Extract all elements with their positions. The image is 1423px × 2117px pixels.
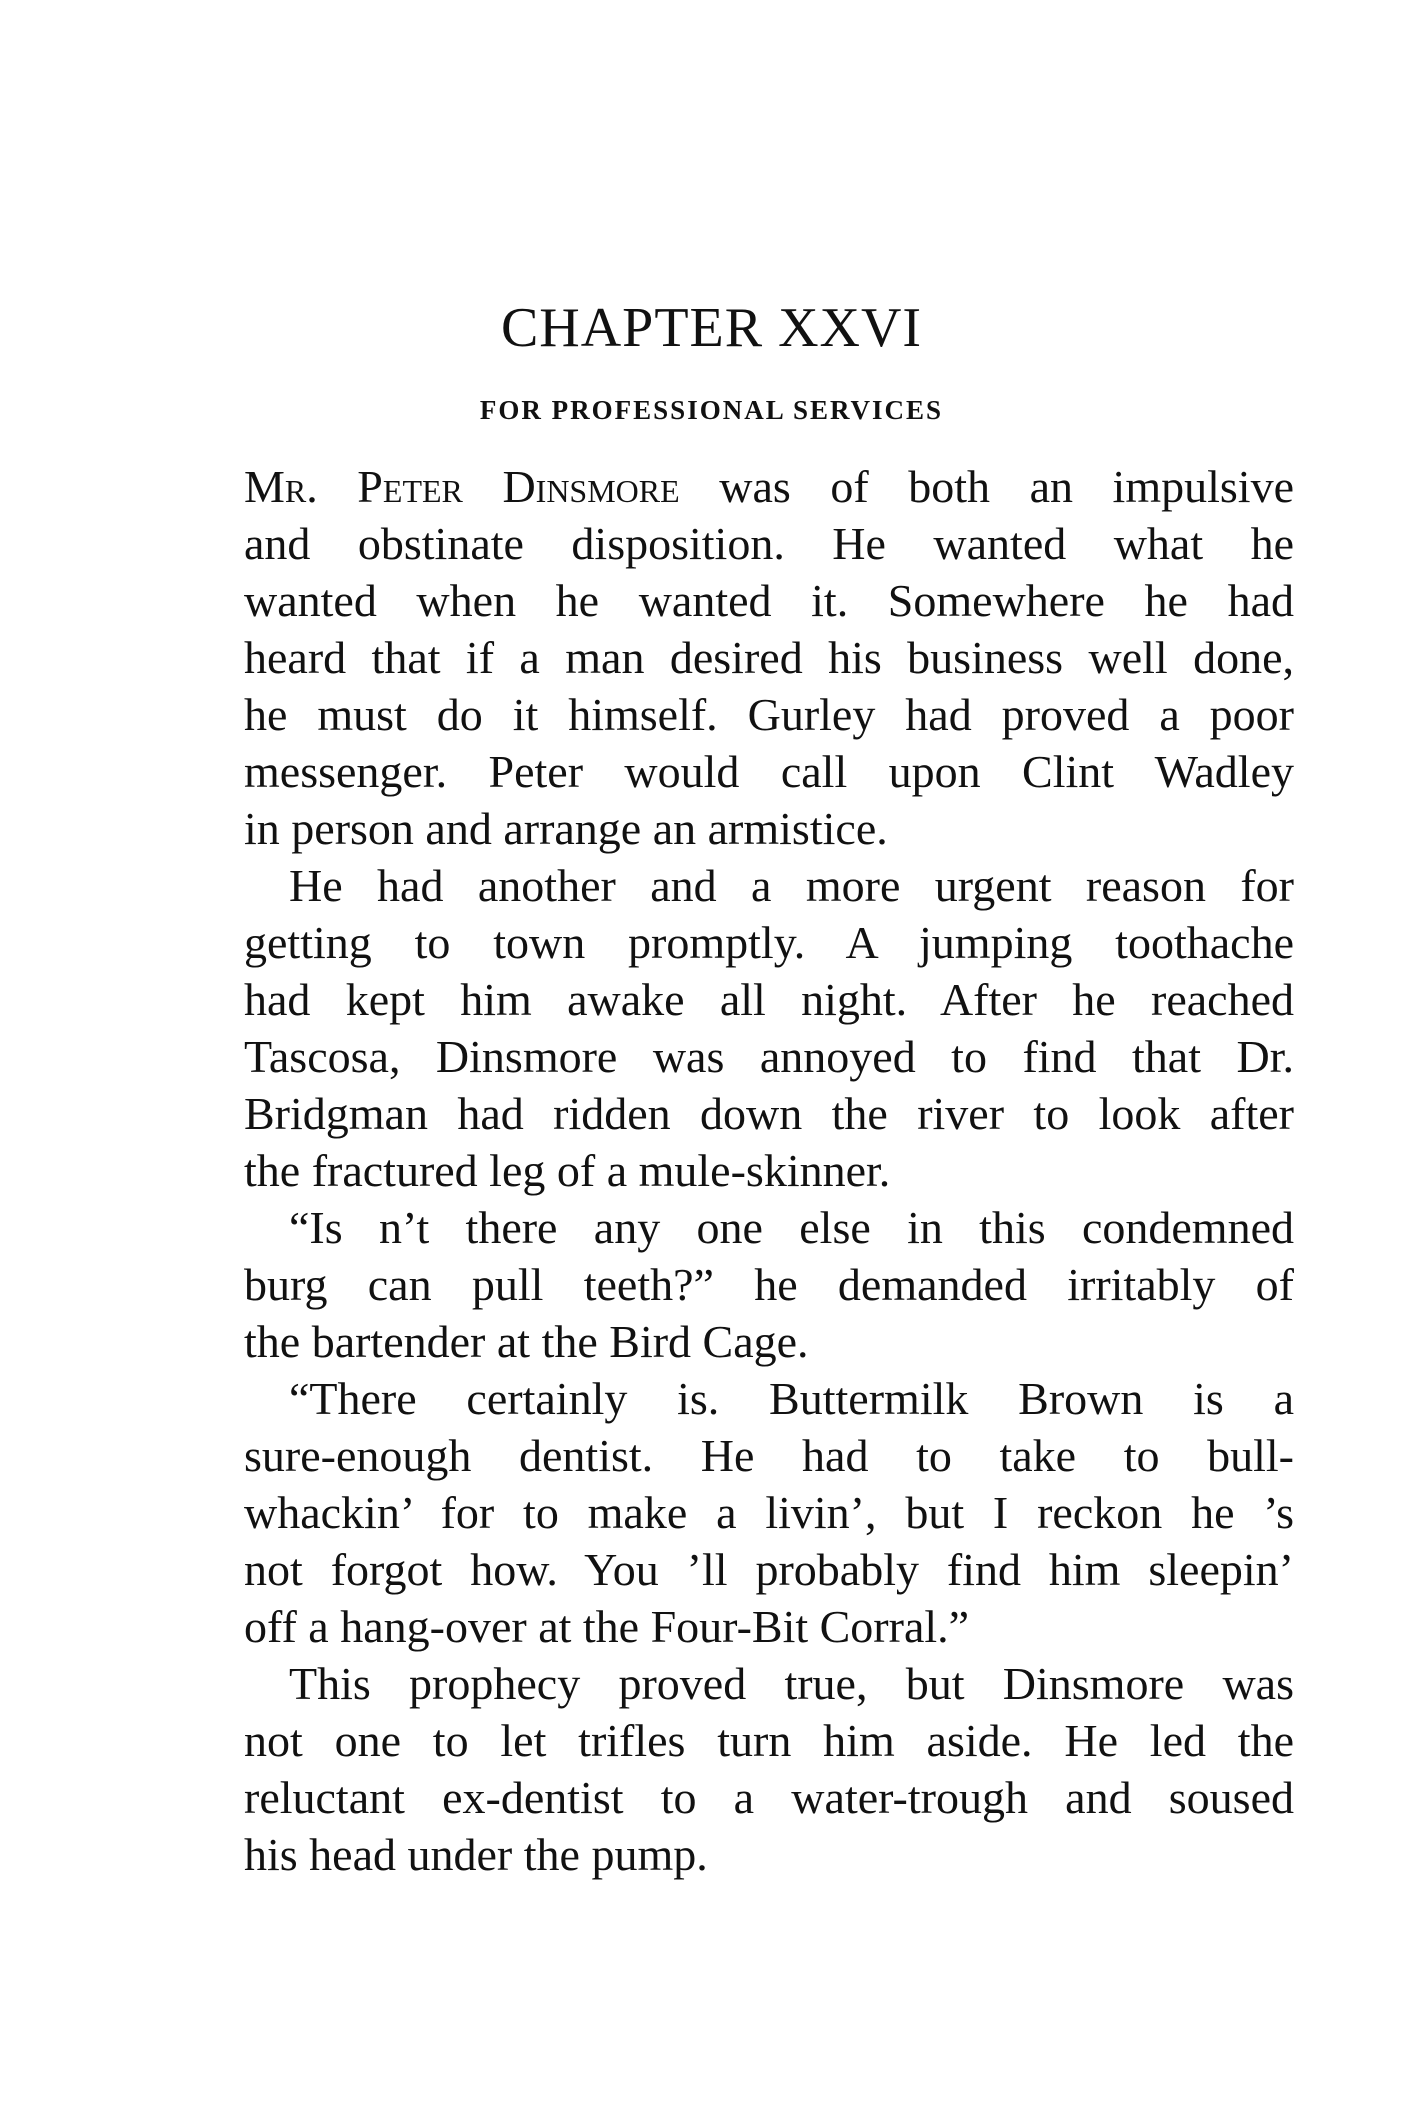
text-line: This prophecy proved true, but Dinsmore was: [289, 1658, 1294, 1709]
text-line: Bridgman had ridden down the river to look after: [244, 1088, 1294, 1139]
opening-line: [244, 458, 1294, 515]
text-line: he must do it himself. Gurley had proved a poor: [244, 689, 1294, 740]
opening-name: Mr. Peter Dinsmore: [244, 461, 680, 512]
chapter-title: CHAPTER XXVI: [500, 297, 923, 359]
chapter-body: [244, 458, 1294, 1883]
text-line: He had another and a more urgent reason for: [289, 860, 1294, 911]
text-line: sure-enough dentist. He had to take to bull-: [244, 1430, 1294, 1481]
text-line: and obstinate disposition. He wanted what he: [244, 518, 1294, 569]
text-line: not forgot how. You ’ll probably find him sleepin’: [244, 1544, 1294, 1595]
text-line: “There certainly is. Buttermilk Brown is a: [289, 1373, 1294, 1424]
text-line: messenger. Peter would call upon Clint Wadley: [244, 746, 1294, 797]
text-line: off a hang-over at the Four-Bit Corral.”: [244, 1601, 970, 1652]
text-line: Tascosa, Dinsmore was annoyed to find that Dr.: [244, 1031, 1294, 1082]
text-line: not one to let trifles turn him aside. He led the: [244, 1715, 1294, 1766]
text-line: his head under the pump.: [244, 1829, 708, 1880]
text-line: reluctant ex-dentist to a water-trough and soused: [244, 1772, 1294, 1823]
text-line: the bartender at the Bird Cage.: [244, 1316, 809, 1367]
text-line: in person and arrange an armistice.: [244, 803, 888, 854]
text-line: wanted when he wanted it. Somewhere he had: [244, 575, 1294, 626]
opening-rest: was of both an impulsive: [719, 461, 1294, 512]
text-line: “Is n’t there any one else in this condemned: [289, 1202, 1294, 1253]
text-line: had kept him awake all night. After he reached: [244, 974, 1294, 1025]
text-line: getting to town promptly. A jumping toothache: [244, 917, 1294, 968]
text-line: burg can pull teeth?” he demanded irritably of: [244, 1259, 1294, 1310]
text-line: heard that if a man desired his business well done,: [244, 632, 1294, 683]
text-line: the fractured leg of a mule-skinner.: [244, 1145, 891, 1196]
chapter-subtitle: FOR PROFESSIONAL SERVICES: [479, 395, 944, 425]
text-line: whackin’ for to make a livin’, but I reckon he ’s: [244, 1487, 1294, 1538]
